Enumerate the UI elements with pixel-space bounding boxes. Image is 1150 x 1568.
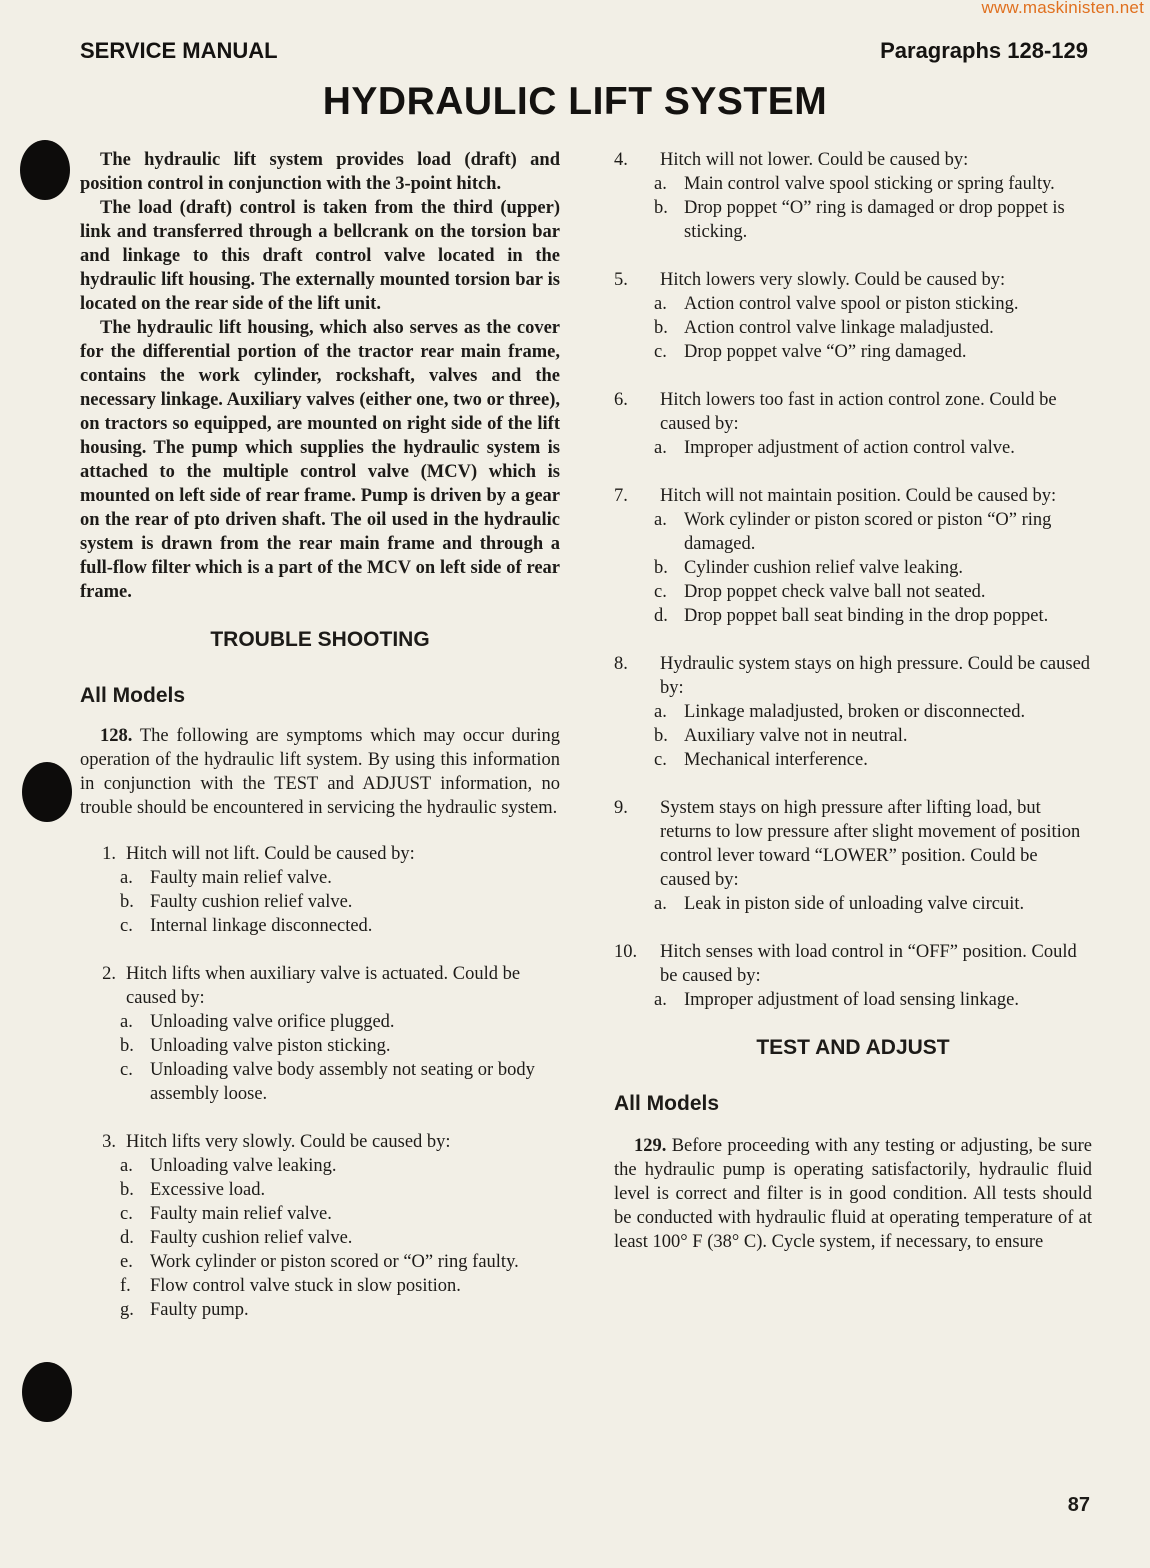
cause-item <box>614 892 1092 916</box>
subheading-all-models: All Models <box>80 684 186 707</box>
cause-letter: f. <box>120 1276 131 1296</box>
cause-item <box>614 556 1092 580</box>
cause-letter: b. <box>120 1180 134 1200</box>
cause-letter: a. <box>654 990 667 1010</box>
cause-letter: a. <box>654 294 667 314</box>
symptom-number: 4. <box>614 150 628 170</box>
cause-text: Faulty pump. <box>150 1300 249 1320</box>
cause-letter: a. <box>120 1012 133 1032</box>
cause-item <box>614 508 1092 556</box>
cause-letter: a. <box>654 438 667 458</box>
symptom-text: Hitch senses with load control in “OFF” position. Could be caused by: <box>660 942 1077 986</box>
cause-item <box>614 748 1092 772</box>
symptom-number: 6. <box>614 390 628 410</box>
symptom-number: 3. <box>102 1132 116 1152</box>
symptom-text: Hitch will not lower. Could be caused by: <box>660 150 969 170</box>
cause-letter: b. <box>120 892 134 912</box>
cause-letter: c. <box>120 1060 133 1080</box>
cause-text: Auxiliary valve not in neutral. <box>684 726 908 746</box>
cause-item <box>614 196 1092 244</box>
cause-text: Faulty cushion relief valve. <box>150 1228 353 1248</box>
paragraph-number: 128. <box>100 726 133 746</box>
symptom-heading <box>614 796 1092 892</box>
cause-letter: c. <box>654 342 667 362</box>
cause-text: Work cylinder or piston scored or piston “O” ring damaged. <box>684 510 1052 554</box>
cause-letter: c. <box>120 1204 133 1224</box>
cause-item <box>614 340 1092 364</box>
intro-paragraph: The load (draft) control is taken from the third (upper) link and transferred through a bellcrank on the torsion bar and linkage to this draft control valve located in the hydraulic lift housing. The externally mounted torsion bar is located on the rear side of the lift unit. <box>80 198 560 314</box>
symptom-item <box>614 652 1092 772</box>
symptom-number: 2. <box>102 964 116 984</box>
cause-item <box>614 436 1092 460</box>
cause-text: Faulty main relief valve. <box>150 1204 332 1224</box>
cause-text: Work cylinder or piston scored or “O” ring faulty. <box>150 1252 519 1272</box>
cause-letter: b. <box>654 198 668 218</box>
cause-letter: c. <box>120 916 133 936</box>
cause-letter: a. <box>654 894 667 914</box>
cause-item <box>80 866 560 890</box>
cause-letter: a. <box>120 868 133 888</box>
symptom-item <box>80 842 560 938</box>
cause-text: Drop poppet valve “O” ring damaged. <box>684 342 967 362</box>
cause-letter: e. <box>120 1252 133 1272</box>
cause-item <box>614 724 1092 748</box>
right-column <box>614 148 1092 1254</box>
cause-text: Mechanical interference. <box>684 750 868 770</box>
cause-item <box>80 1058 560 1106</box>
cause-letter: b. <box>654 318 668 338</box>
symptom-item <box>614 484 1092 628</box>
symptom-item <box>614 940 1092 1012</box>
symptom-heading <box>614 652 1092 700</box>
symptom-item <box>614 268 1092 364</box>
cause-text: Flow control valve stuck in slow position. <box>150 1276 461 1296</box>
watermark: www.maskinisten.net <box>981 0 1144 17</box>
cause-letter: d. <box>654 606 668 626</box>
cause-text: Improper adjustment of load sensing linkage. <box>684 990 1019 1010</box>
cause-text: Drop poppet ball seat binding in the drop poppet. <box>684 606 1049 626</box>
cause-letter: a. <box>654 702 667 722</box>
cause-letter: d. <box>120 1228 134 1248</box>
cause-letter: a. <box>120 1156 133 1176</box>
symptom-item <box>614 796 1092 916</box>
cause-item <box>80 1274 560 1298</box>
cause-item <box>80 890 560 914</box>
cause-item <box>614 316 1092 340</box>
cause-text: Leak in piston side of unloading valve circuit. <box>684 894 1025 914</box>
cause-text: Drop poppet “O” ring is damaged or drop poppet is sticking. <box>684 198 1065 242</box>
header-paragraphs: Paragraphs 128-129 <box>880 38 1088 63</box>
cause-letter: c. <box>654 750 667 770</box>
cause-item <box>614 292 1092 316</box>
symptom-text: Hitch will not lift. Could be caused by: <box>126 844 415 864</box>
cause-text: Internal linkage disconnected. <box>150 916 373 936</box>
cause-item <box>614 700 1092 724</box>
cause-item <box>614 172 1092 196</box>
section-heading-test-adjust: TEST AND ADJUST <box>756 1036 950 1059</box>
cause-text: Unloading valve leaking. <box>150 1156 337 1176</box>
symptom-heading <box>614 268 1092 292</box>
cause-item <box>80 1250 560 1274</box>
cause-letter: a. <box>654 510 667 530</box>
symptom-item <box>614 388 1092 460</box>
symptom-text: Hitch lifts when auxiliary valve is actuated. Could be caused by: <box>126 964 521 1008</box>
intro-paragraph: The hydraulic lift housing, which also serves as the cover for the differential portion of the tractor rear main frame, contains the work cylinder, rockshaft, valves and the necessary linkage. Auxiliary valves (either one, two or three), on tractors so equipped, are mounted on right side of the lift housing. The pump which supplies the hydraulic system is attached to the multiple control valve (MCV) which is mounted on left side of rear frame. Pump is driven by a gear on the rear of pto driven shaft. The oil used in the hydraulic system is drawn from the rear main frame and through a full-flow filter which is a part of the MCV on left side of rear frame. <box>80 318 560 602</box>
symptom-number: 7. <box>614 486 628 506</box>
symptom-heading <box>80 842 560 866</box>
binder-hole-top <box>20 140 70 200</box>
binder-hole-middle <box>22 762 72 822</box>
cause-letter: c. <box>654 582 667 602</box>
paragraph-129 <box>614 1134 1092 1254</box>
symptom-number: 10. <box>614 942 638 962</box>
symptom-list-left <box>80 842 560 1322</box>
cause-text: Action control valve spool or piston sticking. <box>684 294 1019 314</box>
cause-item <box>614 604 1092 628</box>
cause-item <box>80 1154 560 1178</box>
cause-letter: g. <box>120 1300 134 1320</box>
symptom-item <box>614 148 1092 244</box>
cause-letter: b. <box>120 1036 134 1056</box>
cause-text: Drop poppet check valve ball not seated. <box>684 582 986 602</box>
cause-text: Unloading valve piston sticking. <box>150 1036 391 1056</box>
cause-text: Unloading valve orifice plugged. <box>150 1012 395 1032</box>
paragraph-number: 129. <box>634 1136 667 1156</box>
symptom-item <box>80 1130 560 1322</box>
symptom-text: Hitch will not maintain position. Could be caused by: <box>660 486 1057 506</box>
cause-item <box>80 1178 560 1202</box>
left-column <box>80 148 560 1346</box>
cause-item <box>80 1298 560 1322</box>
symptom-item <box>80 962 560 1106</box>
symptom-heading <box>614 148 1092 172</box>
cause-text: Excessive load. <box>150 1180 266 1200</box>
symptom-text: Hydraulic system stays on high pressure. Could be caused by: <box>660 654 1091 698</box>
cause-item <box>614 580 1092 604</box>
cause-text: Main control valve spool sticking or spring faulty. <box>684 174 1055 194</box>
paragraph-128 <box>80 724 560 820</box>
intro-paragraph: The hydraulic lift system provides load (draft) and position control in conjunction with the 3-point hitch. <box>80 150 560 194</box>
paragraph-text: The following are symptoms which may occur during operation of the hydraulic lift system. By using this information in conjunction with the TEST and ADJUST information, no trouble should be encountered in servicing the hydraulic system. <box>80 726 560 818</box>
cause-item <box>80 1226 560 1250</box>
binder-hole-bottom <box>22 1362 72 1422</box>
cause-text: Cylinder cushion relief valve leaking. <box>684 558 963 578</box>
cause-item <box>80 1202 560 1226</box>
cause-text: Linkage maladjusted, broken or disconnected. <box>684 702 1026 722</box>
paragraph-text: Before proceeding with any testing or adjusting, be sure the hydraulic pump is operating satisfactorily, hydraulic fluid level is correct and filter is in good condition. All tests should be conducted with hydraulic fluid at operating temperature of at least 100° F (38° C). Cycle system, if necessary, to ensure <box>614 1136 1092 1252</box>
symptom-number: 5. <box>614 270 628 290</box>
section-heading-trouble-shooting: TROUBLE SHOOTING <box>210 628 430 651</box>
symptom-text: Hitch lowers very slowly. Could be caused by: <box>660 270 1006 290</box>
symptom-heading <box>614 940 1092 988</box>
symptom-text: Hitch lowers too fast in action control zone. Could be caused by: <box>660 390 1057 434</box>
cause-text: Unloading valve body assembly not seating or body assembly loose. <box>150 1060 535 1104</box>
cause-letter: a. <box>654 174 667 194</box>
page-number: 87 <box>1067 1494 1090 1516</box>
symptom-list-right <box>614 148 1092 1012</box>
symptom-heading <box>614 388 1092 436</box>
subheading-all-models: All Models <box>614 1092 720 1115</box>
cause-text: Improper adjustment of action control valve. <box>684 438 1015 458</box>
cause-text: Faulty main relief valve. <box>150 868 332 888</box>
symptom-heading <box>80 962 560 1010</box>
header-service-manual: SERVICE MANUAL <box>80 38 278 63</box>
cause-letter: b. <box>654 726 668 746</box>
cause-item <box>80 1010 560 1034</box>
symptom-number: 8. <box>614 654 628 674</box>
symptom-number: 9. <box>614 798 628 818</box>
symptom-text: Hitch lifts very slowly. Could be caused by: <box>126 1132 451 1152</box>
page-title: HYDRAULIC LIFT SYSTEM <box>322 80 828 123</box>
cause-item <box>80 1034 560 1058</box>
cause-text: Faulty cushion relief valve. <box>150 892 353 912</box>
symptom-heading <box>614 484 1092 508</box>
symptom-text: System stays on high pressure after lifting load, but returns to low pressure after slight movement of position control lever toward “LOWER” position. Could be caused by: <box>660 798 1081 890</box>
cause-item <box>80 914 560 938</box>
cause-letter: b. <box>654 558 668 578</box>
cause-text: Action control valve linkage maladjusted. <box>684 318 994 338</box>
symptom-number: 1. <box>102 844 116 864</box>
symptom-heading <box>80 1130 560 1154</box>
cause-item <box>614 988 1092 1012</box>
